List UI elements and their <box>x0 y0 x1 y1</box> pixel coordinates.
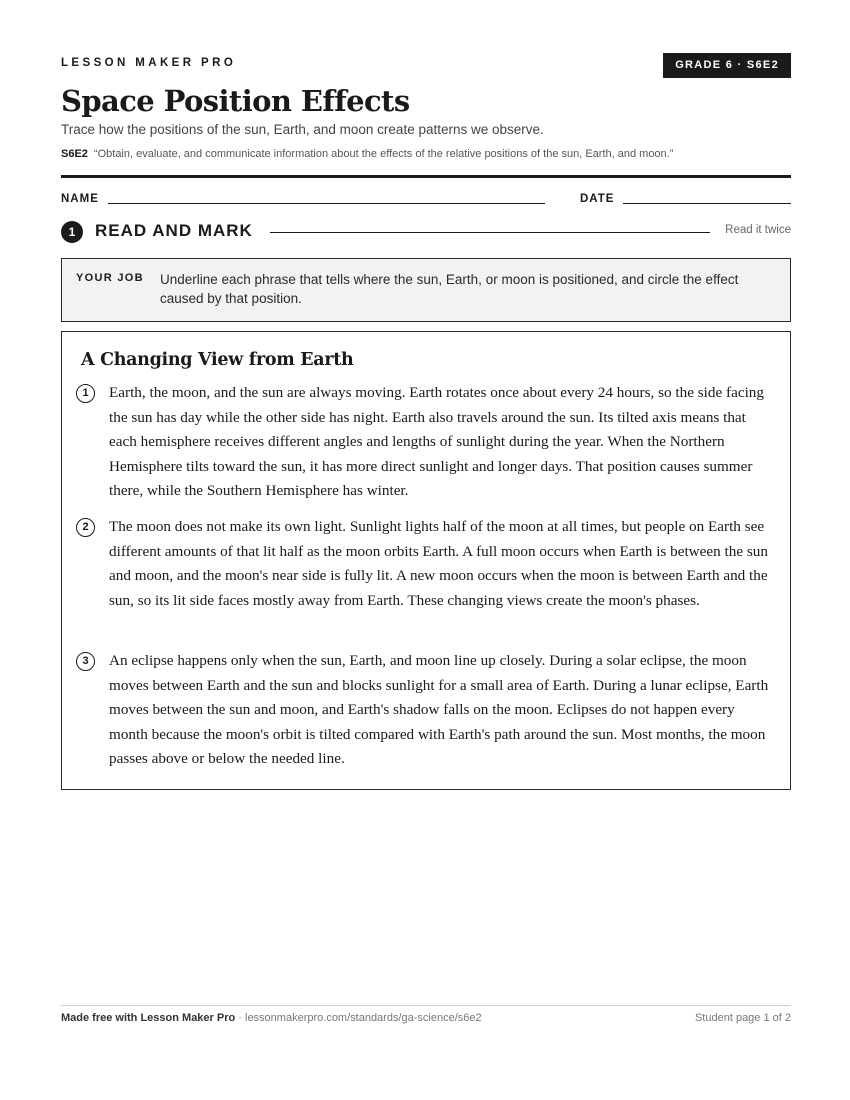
date-label: DATE <box>580 193 615 205</box>
instructions-label: YOUR JOB <box>76 272 144 284</box>
footer-page-number: Student page 1 of 2 <box>694 1012 791 1024</box>
name-field[interactable] <box>108 203 545 204</box>
section-divider <box>270 232 710 233</box>
date-field[interactable] <box>623 203 791 204</box>
footer-divider <box>61 1005 791 1006</box>
paragraph-number: 1 <box>76 384 95 403</box>
section-number-badge: 1 <box>61 221 83 243</box>
passage-title: A Changing View from Earth <box>81 350 354 370</box>
footer-credit <box>61 1012 482 1024</box>
footer-url[interactable]: lessonmakerpro.com/standards/ga-science/s6e2 <box>245 1012 482 1024</box>
instructions-box <box>61 258 791 322</box>
brand-name: LESSON MAKER PRO <box>61 57 237 69</box>
section-read-and-mark <box>61 220 791 244</box>
standard-text: “Obtain, evaluate, and communicate information about the effects of the relative positions of the sun, Earth, and moon.” <box>93 148 674 160</box>
standard-line <box>61 148 673 160</box>
paragraph-text[interactable]: Earth, the moon, and the sun are always moving. Earth rotates once about every 24 hours, so the side facing the sun has day while the other side has night. Earth also travels around the sun. Its tilted axis means that each hemisphere receives different angles and lengths of sunlight during the year. When the Northern Hemisphere tilts toward the sun, it has more direct sunlight and longer days. That position causes summer there, while the Southern Hemisphere has winter. <box>109 384 764 499</box>
reading-passage <box>61 331 791 790</box>
page-subtitle: Trace how the positions of the sun, Earth, and moon create patterns we observe. <box>61 122 544 137</box>
header-divider <box>61 175 791 178</box>
page-title: Space Position Effects <box>61 84 410 118</box>
section-title: READ AND MARK <box>95 221 253 240</box>
section-note: Read it twice <box>725 224 791 236</box>
standard-code: S6E2 <box>61 148 88 160</box>
grade-badge: GRADE 6 · S6E2 <box>663 53 791 78</box>
paragraph-number: 2 <box>76 518 95 537</box>
worksheet-page <box>61 0 791 1100</box>
paragraph-text[interactable]: The moon does not make its own light. Sunlight lights half of the moon at all times, but people on Earth see different amounts of that lit half as the moon orbits Earth. A full moon occurs when Earth is between the sun and moon, and the moon's near side is fully lit. A new moon occurs when the moon is between Earth and the sun, so its lit side faces mostly away from Earth. These changing views create the moon's phases. <box>109 518 768 609</box>
paragraph-number: 3 <box>76 652 95 671</box>
paragraph-text[interactable]: An eclipse happens only when the sun, Earth, and moon line up closely. During a solar eclipse, the moon moves between Earth and the sun and blocks sunlight for a small area of Earth. During a lunar eclipse, Earth moves between the sun and moon, and Earth's shadow falls on the moon. Eclipses do not happen every month because the moon's orbit is tilted compared with Earth's path around the sun. Most months, the moon passes above or below the needed line. <box>109 652 769 767</box>
footer-maker: Made free with Lesson Maker Pro <box>61 1012 236 1024</box>
name-label: NAME <box>61 193 99 205</box>
instructions-text: Underline each phrase that tells where the sun, Earth, or moon is positioned, and circle the effect caused by that position. <box>160 272 739 306</box>
footer-separator: · <box>235 1012 245 1024</box>
